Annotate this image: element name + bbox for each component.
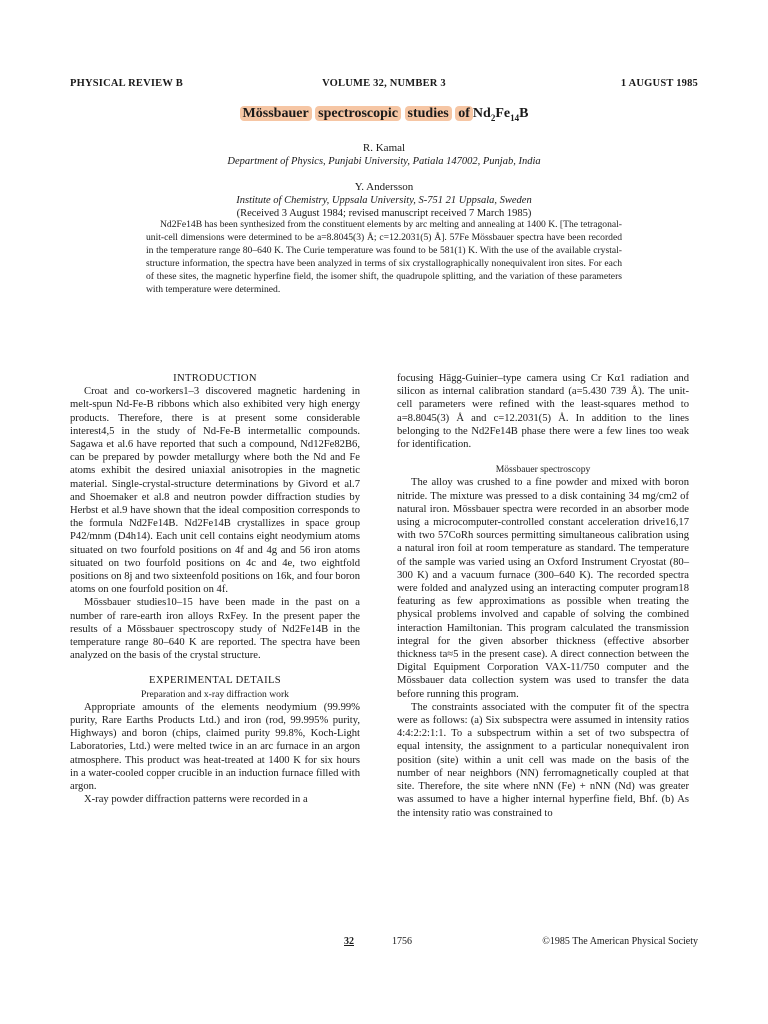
author-block-2 bbox=[120, 181, 648, 220]
section-heading: INTRODUCTION bbox=[173, 373, 257, 384]
page-number: 1756 bbox=[392, 936, 412, 947]
volume-number: VOLUME 32, NUMBER 3 bbox=[322, 78, 446, 89]
paragraph: focusing Hägg-Guinier–type camera using Cr Kα1 radiation and silicon as internal calibration standard (a=5.430 739 Å). The unit-cell parameters were refined with the least-squares method to a=8.8045(3) Å and c=12.2031(5) Å. In addition to the lines belonging to the Nd2Fe14B phase there were a few lines too weak for identification. bbox=[397, 373, 689, 451]
author-name: Y. Andersson bbox=[354, 181, 414, 193]
issue-date: 1 AUGUST 1985 bbox=[620, 78, 698, 89]
subsection-heading: Mössbauer spectroscopy bbox=[495, 464, 591, 476]
paragraph: X-ray powder diffraction patterns were recorded in a bbox=[84, 794, 308, 806]
author-affiliation: Department of Physics, Punjabi University, Patiala 147002, Punjab, India bbox=[227, 156, 541, 167]
title-word-4: of bbox=[455, 106, 473, 121]
journal-name: PHYSICAL REVIEW B bbox=[70, 78, 183, 89]
paragraph: Mössbauer studies10–15 have been made in the past on a number of rare-earth iron alloys RxFey. In the present paper the results of a Mössbauer spectroscopy study of Nd2Fe14B in the temperature range 80–640 K are reported. The spectra have been analyzed on the basis of the crystal structure. bbox=[70, 597, 360, 662]
abstract bbox=[146, 218, 622, 296]
author-name: R. Kamal bbox=[362, 142, 406, 154]
title-word-3: studies bbox=[405, 106, 452, 121]
received-dates: (Received 3 August 1984; revised manuscript received 7 March 1985) bbox=[236, 208, 532, 219]
title-word-1: Mössbauer bbox=[240, 106, 312, 121]
section-heading: EXPERIMENTAL DETAILS bbox=[149, 675, 281, 687]
page-footer bbox=[70, 936, 698, 950]
paragraph: The constraints associated with the computer fit of the spectra were as follows: (a) Six subspectra were assumed in intensity ratios 4:4:2:2:1:1. To a subspectrum within a set of two subspectra of equal intensity, the assignment to a particular nonequivalent iron position (site) within a unit cell was made on the basis of the number of near neighbors (NN) ferromagnetically coupled at that site. Therefore, the site where nNN (Fe) + nNN (Nd) was greater was assumed to have a higher internal hyperfine field, Bhf. (b) As the intensity ratio was constrained to bbox=[397, 701, 689, 819]
copyright: ©1985 The American Physical Society bbox=[542, 936, 698, 947]
right-column bbox=[397, 372, 689, 820]
author-block-1 bbox=[120, 142, 648, 168]
paper-title bbox=[0, 106, 768, 122]
title-compound: $Nd_2Fe_{14}B$ bbox=[472, 106, 529, 123]
paragraph: Appropriate amounts of the elements neodymium (99.99% purity, Rare Earths Products Ltd.) and iron (rod, 99.995% purity, Highways) and boron (chips, claimed purity 99.8%, Koch-Light Laboratories, Ltd.) were melted twice in an arc furnace in an argon atmosphere. This product was heat-treated at 1400 K for six hours in a water-cooled copper crucible in an induction furnace filled with argon. bbox=[70, 701, 360, 793]
running-head bbox=[70, 78, 698, 92]
paragraph: The alloy was crushed to a fine powder and mixed with boron nitride. The mixture was pressed to a disk containing 34 mg/cm2 of natural iron. Mössbauer spectra were recorded in an absorber mode using a microcomputer-controlled constant acceleration drive16,17 with two 57CoRh sources permitting simultaneous calibration using a natural iron foil at room temperature as standard. The temperature of the sample was varied using an Oxford Instrument Cryostat (80–300 K) and a vacuum furnace (300–640 K). The recorded spectra were folded and analyzed using an interacting computer program18 featuring as few approximations as possible when treating the physical problems involved and capable of solving the combined interaction Hamiltonian. This program calculated the transmission integral for the given absorber thickness (effective absorber thickness ta≈5 in the present case). A direct connection between the Digital Equipment Corporation VAX-11/750 computer and the Mössbauer data collection system was used to transfer the data before running this program. bbox=[397, 477, 689, 700]
paragraph: Croat and co-workers1–3 discovered magnetic hardening in melt-spun Nd-Fe-B ribbons which also exhibited very high energy products. Therefore, there is at present some considerable interest4,5 in the study of Nd-Fe-B intermetallic compounds. Sagawa et al.6 have reported that such a compound, Nd12Fe82B6, can be prepared by powder metallurgy where both the Nd and Fe atoms exhibit the desired uniaxial anisotropies in the magnetic material. Single-crystal-structure determinations by Givord et al.7 and Shoemaker et al.8 and neutron powder diffraction studies by Herbst et al.9 have shown that the ideal composition corresponds to the formula Nd2Fe14B. Nd2Fe14B crystallizes in space group P42/mnm (D4h14). Each unit cell contains eight neodymium atoms situated on two fourfold positions on 4f and 4g and 56 iron atoms situated on two fourfold positions on 4c and 4e, two eightfold positions on 8j and two sixteenfold positions on 16k, and four boron atoms on one fourfold position on 4f. bbox=[70, 386, 360, 596]
abstract-text: Nd2Fe14B has been synthesized from the constituent elements by arc melting and annealing at 1400 K. [The tetragonal-unit-cell dimensions were determined to be a=8.8045(3) Å; c=12.2031(5) Å]. 57Fe Mössbauer spectra have been recorded in the temperature range 80–640 K. The Curie temperature was found to be 581(1) K. With the use of the available crystal-structure information, the spectra have been analyzed in terms of six crystallographically nonequivalent iron sites. For each of these sites, the magnetic hyperfine field, the isomer shift, the quadrupole splitting, and the variation of these parameters with temperature were determined. bbox=[146, 219, 622, 295]
left-column bbox=[70, 372, 360, 807]
footer-volume: 32 bbox=[344, 936, 354, 947]
title-word-2: spectroscopic bbox=[315, 106, 401, 121]
subsection-heading: Preparation and x-ray diffraction work bbox=[141, 688, 289, 700]
author-affiliation: Institute of Chemistry, Uppsala University, S-751 21 Uppsala, Sweden bbox=[236, 195, 532, 206]
